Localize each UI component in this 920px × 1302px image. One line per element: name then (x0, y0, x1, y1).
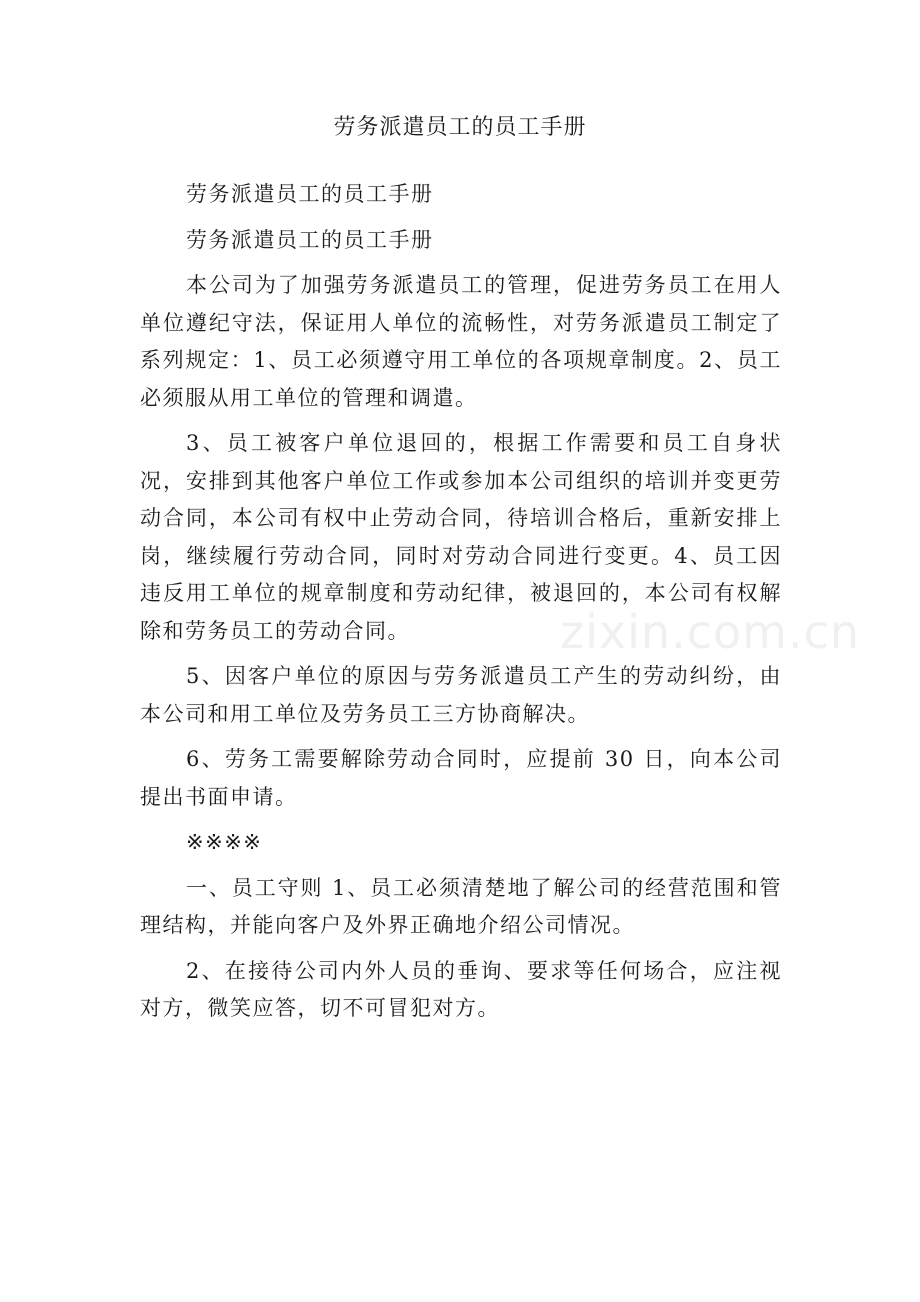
document-body (140, 176, 782, 1028)
paragraph-rule-3-4: 3、员工被客户单位退回的，根据工作需要和员工自身状况，安排到其他客户单位工作或参加本公司组织的培训并变更劳动合同，本公司有权中止劳动合同，待培训合格后，重新安排上岗，继续履行劳动合同，同时对劳动合同进行变更。4、员工因违反用工单位的规章制度和劳动纪律，被退回的，本公司有权解除和劳务员工的劳动合同。 (140, 431, 782, 643)
paragraph-code-2: 2、在接待公司内外人员的垂询、要求等任何场合，应注视对方，微笑应答，切不可冒犯对方。 (140, 958, 782, 1020)
paragraph-subtitle-1: 劳务派遣员工的员工手册 (186, 182, 434, 206)
paragraph-separator: ※※※※ (186, 830, 263, 854)
watermark: zixin.com.cn (560, 605, 861, 659)
document-title: 劳务派遣员工的员工手册 (333, 115, 587, 140)
paragraph-rule-5: 5、因客户单位的原因与劳务派遣员工产生的劳动纠纷，由本公司和用工单位及劳务员工三方协商解决。 (140, 664, 782, 726)
paragraph-code-1: 一、员工守则 1、员工必须清楚地了解公司的经营范围和管理结构，并能向客户及外界正确地介绍公司情况。 (140, 875, 782, 937)
paragraph-rule-6: 6、劳务工需要解除劳动合同时，应提前 30 日，向本公司提出书面申请。 (140, 747, 782, 809)
paragraph-intro-rules: 本公司为了加强劳务派遣员工的管理，促进劳务员工在用人单位遵纪守法，保证用人单位的流畅性，对劳务派遣员工制定了系列规定：1、员工必须遵守用工单位的各项规章制度。2、员工必须服从用工单位的管理和调遣。 (140, 273, 782, 410)
paragraph-subtitle-2: 劳务派遣员工的员工手册 (186, 227, 434, 252)
